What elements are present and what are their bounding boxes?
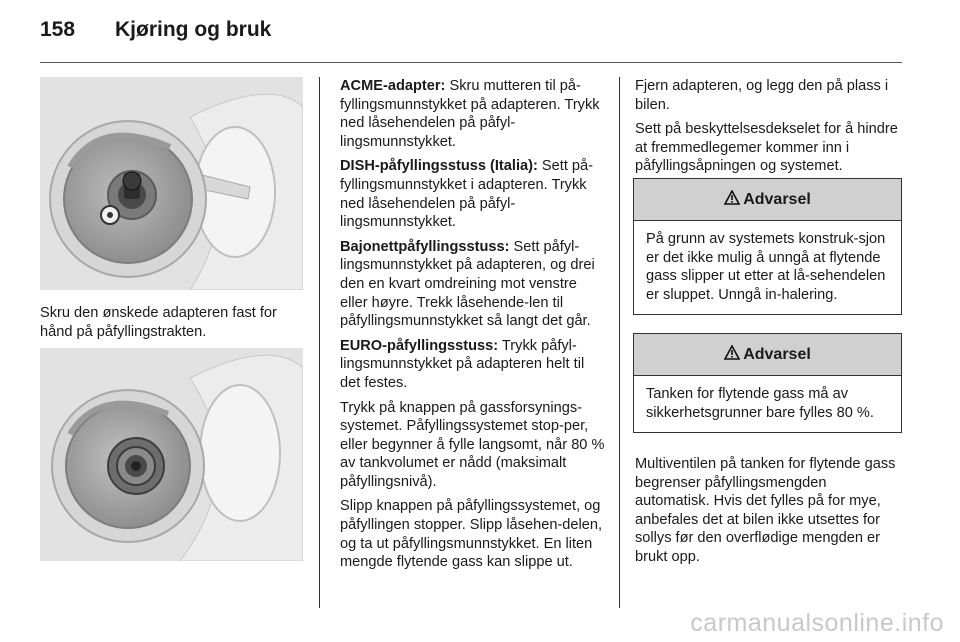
figure-caption: Skru den ønskede adapteren fast for hånd på påfyllingstrakten. bbox=[40, 305, 277, 340]
fuel-filler-nozzle-icon bbox=[40, 348, 303, 561]
right-column-top bbox=[635, 77, 903, 182]
paragraph-acme bbox=[340, 77, 605, 151]
paragraph-multivalve: Multiventilen på tanken for flytende gass begrenser påfyllingsmengden automatisk. Hvis det fylles på for mye, anbefales det at bilen ikke utsettes for sollys før den overflødige mengden er brukt opp. bbox=[635, 456, 896, 565]
text-press-button: Trykk på knappen på gassforsynings-systemet. Påfyllingssystemet stop-per, eller begynner å fylle langsomt, når 80 % av tankvolumet er nådd (maksimalt påfyllingsnivå). bbox=[340, 399, 605, 490]
paragraph-release-button bbox=[340, 497, 605, 571]
warning-header bbox=[634, 334, 901, 376]
middle-column bbox=[340, 77, 605, 578]
warning-box-2 bbox=[633, 333, 902, 433]
label-euro: EURO-påfyllingsstuss: bbox=[340, 337, 499, 354]
warning-triangle-icon bbox=[724, 345, 740, 365]
label-bayonet: Bajonettpåfyllingsstuss: bbox=[340, 238, 510, 255]
text-bayonet: Sett påfyl-lingsmunnstykket på adapteren, og drei den en kvart omdreining mot venstre eller høyre. Trekk låsehende-len til påfyllingsmunnstykket så langt det går. bbox=[340, 238, 595, 330]
page-title: Kjøring og bruk bbox=[115, 18, 272, 41]
warning-title: Advarsel bbox=[743, 345, 811, 363]
warning-title: Advarsel bbox=[743, 190, 811, 208]
column-divider-right bbox=[619, 77, 620, 608]
warning-box-1 bbox=[633, 178, 902, 315]
figure-adapter-mounted bbox=[40, 77, 303, 290]
right-column-bottom bbox=[635, 455, 903, 573]
paragraph-dish bbox=[340, 157, 605, 231]
label-dish: DISH-påfyllingsstuss (Italia): bbox=[340, 158, 538, 175]
text-euro: Trykk påfyl-lingsmunnstykket på adapteren helt til det festes. bbox=[340, 337, 585, 391]
warning-triangle-icon bbox=[724, 190, 740, 210]
paragraph-bayonet bbox=[340, 238, 605, 331]
label-acme: ACME-adapter: bbox=[340, 78, 446, 94]
page-number: 158 bbox=[40, 18, 76, 41]
figure-filler-neck bbox=[40, 348, 303, 561]
paragraph-press-button bbox=[340, 399, 605, 492]
warning-header bbox=[634, 179, 901, 221]
paragraph-remove-adapter: Fjern adapteren, og legg den på plass i bilen. bbox=[635, 78, 889, 113]
header-rule bbox=[40, 62, 902, 63]
warning-text: Tanken for flytende gass må av sikkerhetsgrunner bare fylles 80 %. bbox=[646, 386, 874, 421]
fuel-filler-adapter-icon bbox=[40, 77, 303, 290]
text-acme: Skru mutteren til på-fyllingsmunnstykket på adapteren. Trykk ned låsehendelen på påfyl-lingsmunnstykket. bbox=[340, 78, 600, 150]
warning-text: På grunn av systemets konstruk-sjon er det ikke mulig å unngå at flytende gass slipper ut etter at lå-sehendelen er sluppet. Unngå in-halering. bbox=[646, 231, 886, 303]
paragraph-protective-cover: Sett på beskyttelsesdekselet for å hindre at fremmedlegemer kommer inn i påfyllingsåpningen og systemet. bbox=[635, 121, 898, 175]
watermark: carmanualsonline.info bbox=[690, 609, 944, 637]
text-dish: Sett på-fyllingsmunnstykket i adapteren. Trykk ned låsehendelen på påfyl-lingsmunnstykket. bbox=[340, 158, 594, 231]
paragraph-euro bbox=[340, 337, 605, 393]
text-release-button: Slipp knappen på påfyllingssystemet, og påfyllingen stopper. Slipp låsehen-delen, og ta ut påfyllingsmunnstykket. En liten mengde flytende gass kan slippe ut. bbox=[340, 498, 603, 571]
column-divider-left bbox=[319, 77, 320, 608]
